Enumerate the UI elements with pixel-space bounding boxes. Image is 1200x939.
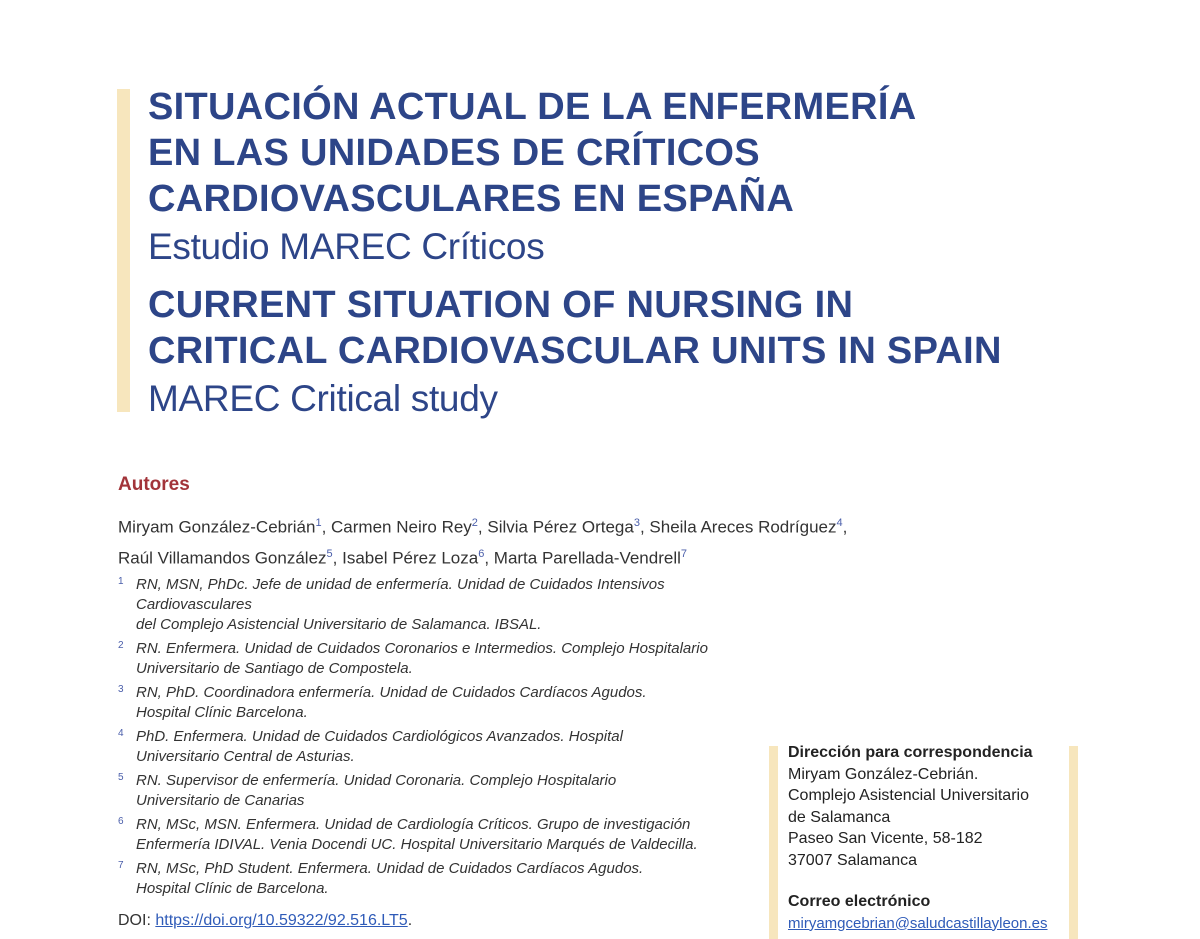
affiliation-item <box>118 575 778 635</box>
affiliation-line: Universitario Central de Asturias. <box>136 748 355 765</box>
affiliation-line: Universitario de Canarias <box>136 792 305 809</box>
author-affiliation-number: 1 <box>315 517 322 529</box>
affiliation-item <box>118 771 778 811</box>
title-es-line-3: CARDIOVASCULARES EN ESPAÑA <box>148 178 795 220</box>
affiliation-number: 3 <box>118 684 124 695</box>
author-separator: , <box>332 548 343 568</box>
title-es-line-1: SITUACIÓN ACTUAL DE LA ENFERMERÍA <box>148 86 917 128</box>
doi-line <box>118 912 412 930</box>
affiliation-line: RN, MSN, PhDc. Jefe de unidad de enfermería. Unidad de Cuidados Intensivos Cardiovasculares <box>136 576 665 613</box>
affiliation-line: del Complejo Asistencial Universitario de Salamanca. IBSAL. <box>136 616 542 633</box>
author-separator: , <box>484 548 494 568</box>
author-name: Isabel Pérez Loza <box>342 548 479 568</box>
author-name: Miryam González-Cebrián <box>118 517 316 537</box>
affiliation-line: RN, MSc, PhD Student. Enfermera. Unidad de Cuidados Cardíacos Agudos. <box>136 860 644 877</box>
affiliation-number: 2 <box>118 640 124 651</box>
affiliation-item <box>118 727 778 767</box>
author-separator: , <box>639 517 650 537</box>
title-es-line-2: EN LAS UNIDADES DE CRÍTICOS <box>148 132 760 174</box>
author-name: Marta Parellada-Vendrell <box>493 548 681 568</box>
affiliation-line: Hospital Clínic Barcelona. <box>136 704 308 721</box>
affiliation-line: RN, PhD. Coordinadora enfermería. Unidad de Cuidados Cardíacos Agudos. <box>136 684 647 701</box>
affiliation-line: RN, MSc, MSN. Enfermera. Unidad de Cardiología Críticos. Grupo de investigación <box>136 816 691 833</box>
affiliation-item <box>118 859 778 899</box>
affiliation-line: Hospital Clínic de Barcelona. <box>136 880 329 897</box>
affiliation-line: PhD. Enfermera. Unidad de Cuidados Cardiológicos Avanzados. Hospital <box>136 728 623 745</box>
correspondence-accent-bar-left <box>769 746 778 939</box>
affiliation-line: Universitario de Santiago de Compostela. <box>136 660 413 677</box>
author-affiliation-number: 3 <box>633 517 640 529</box>
correspondence-line: 37007 Salamanca <box>788 851 917 869</box>
affiliation-number: 5 <box>118 772 124 783</box>
correspondence-line: Miryam González-Cebrián. <box>788 765 979 783</box>
author-separator: , <box>477 517 488 537</box>
article-title <box>148 84 1158 424</box>
affiliation-number: 4 <box>118 728 124 739</box>
affiliations-list <box>118 575 778 903</box>
affiliation-number: 7 <box>118 860 124 871</box>
correspondence-line: Paseo San Vicente, 58-182 <box>788 830 983 847</box>
affiliation-number: 1 <box>118 576 124 587</box>
title-en-subtitle: MAREC Critical study <box>148 378 498 419</box>
author-affiliation-number: 4 <box>836 517 843 529</box>
correspondence-accent-bar-right <box>1069 746 1078 939</box>
author-affiliation-number: 5 <box>326 547 333 560</box>
authors-list <box>118 510 998 571</box>
author-name: Raúl Villamandos González <box>118 548 327 568</box>
affiliation-number: 6 <box>118 816 124 827</box>
email-link[interactable]: miryamgcebrian@saludcastillayleon.es <box>788 914 1048 932</box>
title-en-line-1: CURRENT SITUATION OF NURSING IN <box>148 284 854 326</box>
author-name: Silvia Pérez Ortega <box>487 517 634 537</box>
title-es-subtitle: Estudio MAREC Críticos <box>148 226 545 267</box>
affiliation-item <box>118 815 778 855</box>
email-heading: Correo electrónico <box>788 893 931 910</box>
author-name: Sheila Areces Rodríguez <box>649 517 837 537</box>
correspondence-box <box>788 742 1068 934</box>
affiliation-line: Enfermería IDIVAL. Venia Docendi UC. Hospital Universitario Marqués de Valdecilla. <box>136 836 698 853</box>
correspondence-heading: Dirección para correspondencia <box>788 744 1033 761</box>
affiliation-line: RN. Enfermera. Unidad de Cuidados Coronarios e Intermedios. Complejo Hospitalario <box>136 640 708 657</box>
correspondence-line: Complejo Asistencial Universitario <box>788 787 1029 804</box>
author-affiliation-number: 7 <box>680 547 688 560</box>
author-name: Carmen Neiro Rey <box>331 517 472 537</box>
doi-link[interactable]: https://doi.org/10.59322/92.516.LT5 <box>155 912 408 929</box>
author-affiliation-number: 6 <box>478 547 485 560</box>
title-accent-bar <box>117 89 130 412</box>
affiliation-item <box>118 683 778 723</box>
correspondence-line: de Salamanca <box>788 808 891 826</box>
author-separator: , <box>842 517 848 537</box>
doi-suffix: . <box>407 912 413 929</box>
affiliation-line: RN. Supervisor de enfermería. Unidad Coronaria. Complejo Hospitalario <box>136 772 617 789</box>
authors-heading: Autores <box>118 474 190 495</box>
doi-label: DOI: <box>118 912 151 929</box>
affiliation-item <box>118 639 778 679</box>
author-affiliation-number: 2 <box>471 517 478 529</box>
title-en-line-2: CRITICAL CARDIOVASCULAR UNITS IN SPAIN <box>148 330 1002 372</box>
author-separator: , <box>321 517 332 537</box>
